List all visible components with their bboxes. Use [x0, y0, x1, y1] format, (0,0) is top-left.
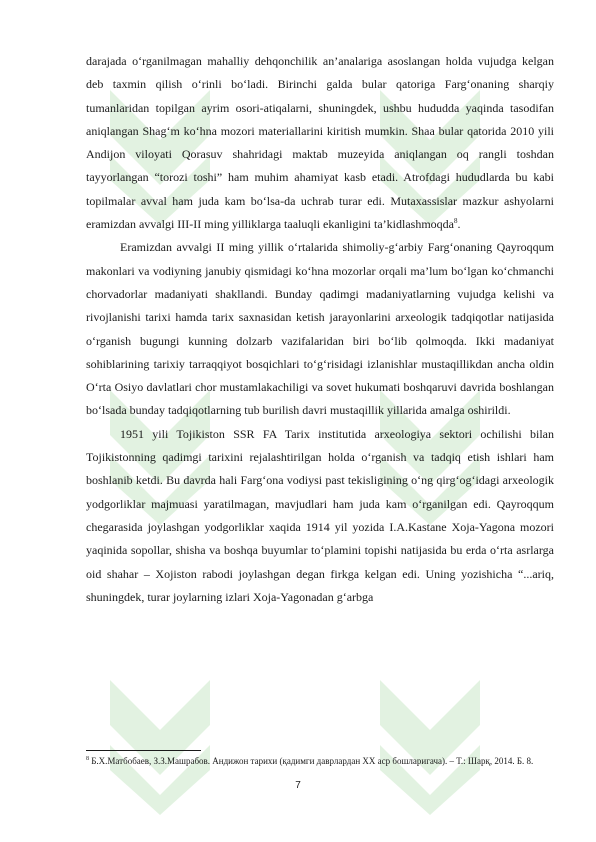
paragraph-1 [86, 50, 554, 236]
paragraph-2 [86, 236, 554, 422]
footnote-reference[interactable]: 8 [454, 217, 458, 226]
paragraph-1-end: . [457, 217, 461, 232]
footnote [86, 755, 554, 767]
page-body [86, 50, 554, 609]
footnote-number: 8 [86, 756, 89, 762]
paragraph-3 [86, 423, 554, 609]
watermark-chevron-icon [370, 670, 490, 820]
paragraph-3-text: 1951 yili Tojikiston SSR FA Tarix institutida arxeologiya sektori ochilishi bilan Tojikistonning qadimgi tarixini rejalashtirilgan holda o‘rganish va tadqiq etish ishlari ham boshlanib ketdi. Bu davrda hali Farg‘ona vodiysi past tekisligining o‘ng qirg‘og‘idagi arxeologik yodgorliklar majmuasi yaratilmagan, mavjudlari ham juda kam o‘rganilgan edi. Qayroqqum chegarasida joylashgan yodgorliklar xaqida 1914 yil yozida I.A.Kastane Xoja-Yagona mozori yaqinida sopollar, shisha va boshqa buyumlar to‘plamini topishi natijasida bu erda o‘rta asrlarga oid shahar – Xojiston rabodi joylashgan degan firkga kelgan edi. Uning yozishicha “...ariq, shuningdek, turar joylarning izlari Xoja-Yagonadan g‘arbga [86, 426, 554, 604]
paragraph-1-text: darajada o‘rganilmagan mahalliy dehqonchilik an’analariga asoslangan holda vujudga kelgan deb taxmin qilish o‘rinli bo‘ladi. Birinchi galda bular qatoriga Farg‘onaning sharqiy tumanlaridan topilgan ayrim osori-atiqalarni, shuningdek, ushbu hududda yaqinda tasodifan aniqlangan Shag‘m ko‘hna mozori materiallarini kiritish mumkin. Shaa bular qatorida 2010 yili Andijon viloyati Qorasuv shahridagi maktab muzeyida aniqlangan oq rangli toshdan tayyorlangan “torozi toshi” ham muhim ahamiyat kasb etadi. Atrofdagi hududlarda bu kabi topilmalar avval ham juda kam bo‘lsa-da uchrab turar edi. Mutaxassislar mazkur ashyolarni eramizdan avvalgi III-II ming yilliklarga taaluqli ekanligini ta’kidlashmoqda [86, 54, 554, 232]
footnote-text: Б.Х.Матбобаев, З.З.Машрабов. Андижон тарихи (қадимги даврлардан ХХ аср бошларигача). – Т.: Шарқ, 2014. Б. 8. [89, 756, 534, 766]
watermark-chevron-icon [100, 670, 220, 820]
page-number: 7 [295, 780, 301, 791]
paragraph-2-text: Eramizdan avvalgi II ming yillik o‘rtalarida shimoliy-g‘arbiy Farg‘onaning Qayroqqum makonlari va vodiyning janubiy qismidagi ko‘hna mozorlar orqali ma’lum bo‘lgan ko‘chmanchi chorvadorlar madaniyati shakllandi. Bunday qadimgi madaniyatlarning vujudga kelishi va rivojlanishi tarixi hamda tarix saxnasidan ketish jarayonlarini arxeologik tadqiqotlar natijasida o‘rganish bugungi kunning dolzarb vazifalaridan biri bo‘lib qolmoqda. Ikki madaniyat sohiblarining tarixiy tarraqqiyot bosqichlari to‘g‘risidagi izlanishlar mustaqillikdan ancha oldin O‘rta Osiyo davlatlari chor mustamlakachiligi va sovet hukumati boshqaruvi davrida boshlangan bo‘lsada bunday tadqiqotlarning tub burilish davri mustaqillik yillarida amalga oshirildi. [86, 240, 554, 418]
footnote-divider [86, 750, 201, 751]
